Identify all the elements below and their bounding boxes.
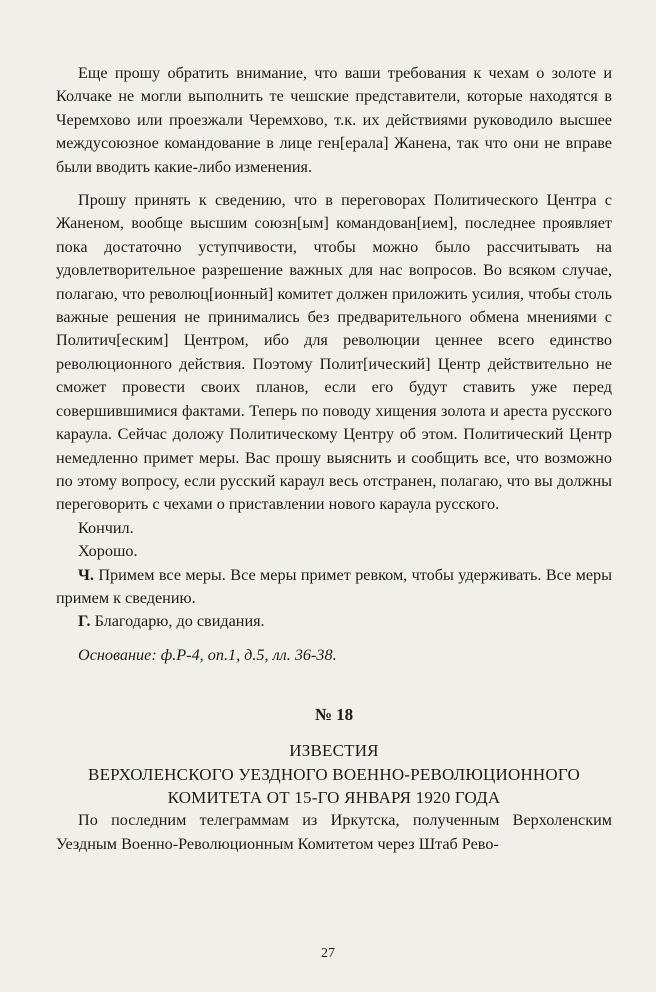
title-line-2: ВЕРХОЛЕНСКОГО УЕЗДНОГО ВОЕННО-РЕВОЛЮЦИОННОГО xyxy=(88,764,580,784)
speaker-g-text: Благодарю, до свидания. xyxy=(90,612,265,631)
document-title xyxy=(56,739,612,809)
speaker-g: Г. xyxy=(78,612,91,631)
speaker-ch-text: Примем все меры. Все меры примет ревком, чтобы удерживать. Все меры примем к сведению. xyxy=(56,565,612,607)
paragraph-1: Еще прошу обратить внимание, что ваши требования к чехам о золоте и Колчаке не могли выполнить те чешские представители, которые находятся в Черемхово или проезжали Черемхово, т.к. их действиями руководило высшее междусоюзное командование в лице ген[ерала] Жанена, так что они не вправе были вводить какие-либо изменения. xyxy=(56,64,612,176)
title-line-3: КОМИТЕТА ОТ 15-ГО ЯНВАРЯ 1920 ГОДА xyxy=(167,787,501,807)
speaker-ch: Ч. xyxy=(78,565,94,584)
paragraph-g xyxy=(56,610,612,633)
title-line-1: ИЗВЕСТИЯ xyxy=(289,741,379,761)
page-number: 27 xyxy=(321,946,335,961)
document-number: № 18 xyxy=(314,705,354,725)
source-basis: Основание: ф.Р-4, оп.1, д.5, лл. 36-38. xyxy=(78,645,337,664)
paragraph-khorosho: Хорошо. xyxy=(78,542,138,561)
document-body-start: По последним телеграммам из Иркутска, полученным Верхоленским Уездным Военно-Революционным Комитетом через Штаб Рево- xyxy=(56,811,612,853)
paragraph-ch xyxy=(56,564,612,611)
page-body xyxy=(56,62,612,856)
paragraph-2: Прошу принять к сведению, что в переговорах Политического Центра с Жаненом, вообще высшим союзн[ым] командован[ием], последнее проявляет пока достаточно уступчивости, чтобы можно было рассчитывать на удовлетворительное разрешение важных для нас вопросов. Во всяком случае, полагаю, что революц[ионный] комитет должен приложить усилия, чтобы столь важные решения не принимались без предварительного обмена мнениями с Политич[еским] Центром, ибо для революции ценнее всего единство революционного действия. Поэтому Полит[ический] Центр действительно не сможет провести своих планов, если его будут ставить уже перед совершившимися фактами. Теперь по поводу хищения золота и ареста русского караула. Сейчас доложу Политическому Центру об этом. Политический Центр немедленно примет меры. Вас прошу выяснить и сообщить все, что возможно по этому вопросу, если русский караул весь отстранен, полагаю, что вы должны переговорить с чехами о приставлении нового караула русского. xyxy=(56,191,612,514)
paragraph-konchil: Кончил. xyxy=(78,518,134,537)
